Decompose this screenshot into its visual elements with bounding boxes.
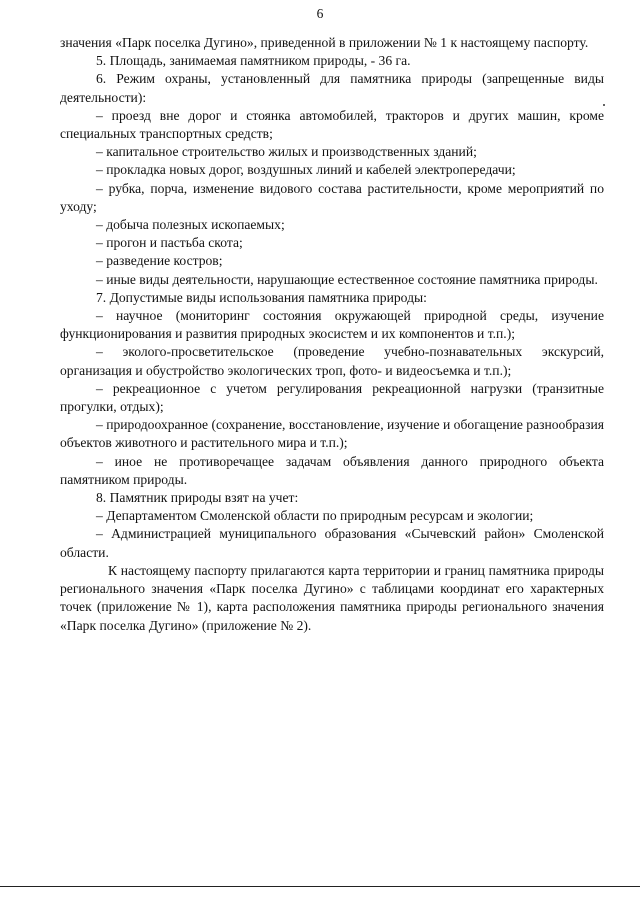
list-item: – Администрацией муниципального образования «Сычевский район» Смоленской области. <box>60 526 604 560</box>
paragraph: значения «Парк поселка Дугино», приведенной в приложении № 1 к настоящему паспорту. <box>60 35 589 50</box>
list-item: – иные виды деятельности, нарушающие естественное состояние памятника природы. <box>96 271 598 287</box>
page-number: 6 <box>316 6 324 21</box>
list-item: – капитальное строительство жилых и производственных зданий; <box>96 144 477 160</box>
list-item: – разведение костров; <box>96 253 223 269</box>
list-item: – рекреационное с учетом регулирования рекреационной нагрузки (транзитные прогулки, отдых); <box>60 380 604 415</box>
scan-edge-line <box>0 886 640 887</box>
list-item: – эколого-просветительское (проведение учебно-познавательных экскурсий, организация и обустройство экологических троп, фото- и видеосъемка и т.п.); <box>60 344 604 378</box>
paragraph: 8. Памятник природы взят на учет: <box>96 490 299 506</box>
list-item: – прокладка новых дорог, воздушных линий и кабелей электропередачи; <box>96 162 516 178</box>
list-item: – рубка, порча, изменение видового состава растительности, кроме мероприятий по уходу; <box>60 180 604 214</box>
list-item: – научное (мониторинг состояния окружающей природной среды, изучение функционирования и развития природных экосистем и их компонентов и т.п.); <box>60 308 604 342</box>
document-body <box>60 34 604 635</box>
list-item: – добыча полезных ископаемых; <box>96 217 285 233</box>
list-item: – Департаментом Смоленской области по природным ресурсам и экологии; <box>96 508 534 524</box>
list-item: – прогон и пастьба скота; <box>96 235 243 251</box>
paragraph: 5. Площадь, занимаемая памятником природы, - 36 га. <box>96 53 411 69</box>
list-item: – проезд вне дорог и стоянка автомобилей, тракторов и других машин, кроме специальных транспортных средств; <box>60 107 604 142</box>
paragraph: 7. Допустимые виды использования памятника природы: <box>96 289 427 305</box>
list-item: – иное не противоречащее задачам объявления данного природного объекта памятником природы. <box>60 453 604 487</box>
scan-artifact <box>603 104 605 106</box>
list-item: – природоохранное (сохранение, восстановление, изучение и обогащение разнообразия объектов животного и растительного мира и т.п.); <box>60 417 604 451</box>
paragraph: 6. Режим охраны, установленный для памятника природы (запрещенные виды деятельности): <box>60 71 604 105</box>
paragraph: К настоящему паспорту прилагаются карта территории и границ памятника природы регионального значения «Парк поселка Дугино» с таблицами координат его характерных точек (приложение № 1), карта расположения памятника природы регионального значения «Парк поселка Дугино» (приложение № 2). <box>60 562 604 633</box>
